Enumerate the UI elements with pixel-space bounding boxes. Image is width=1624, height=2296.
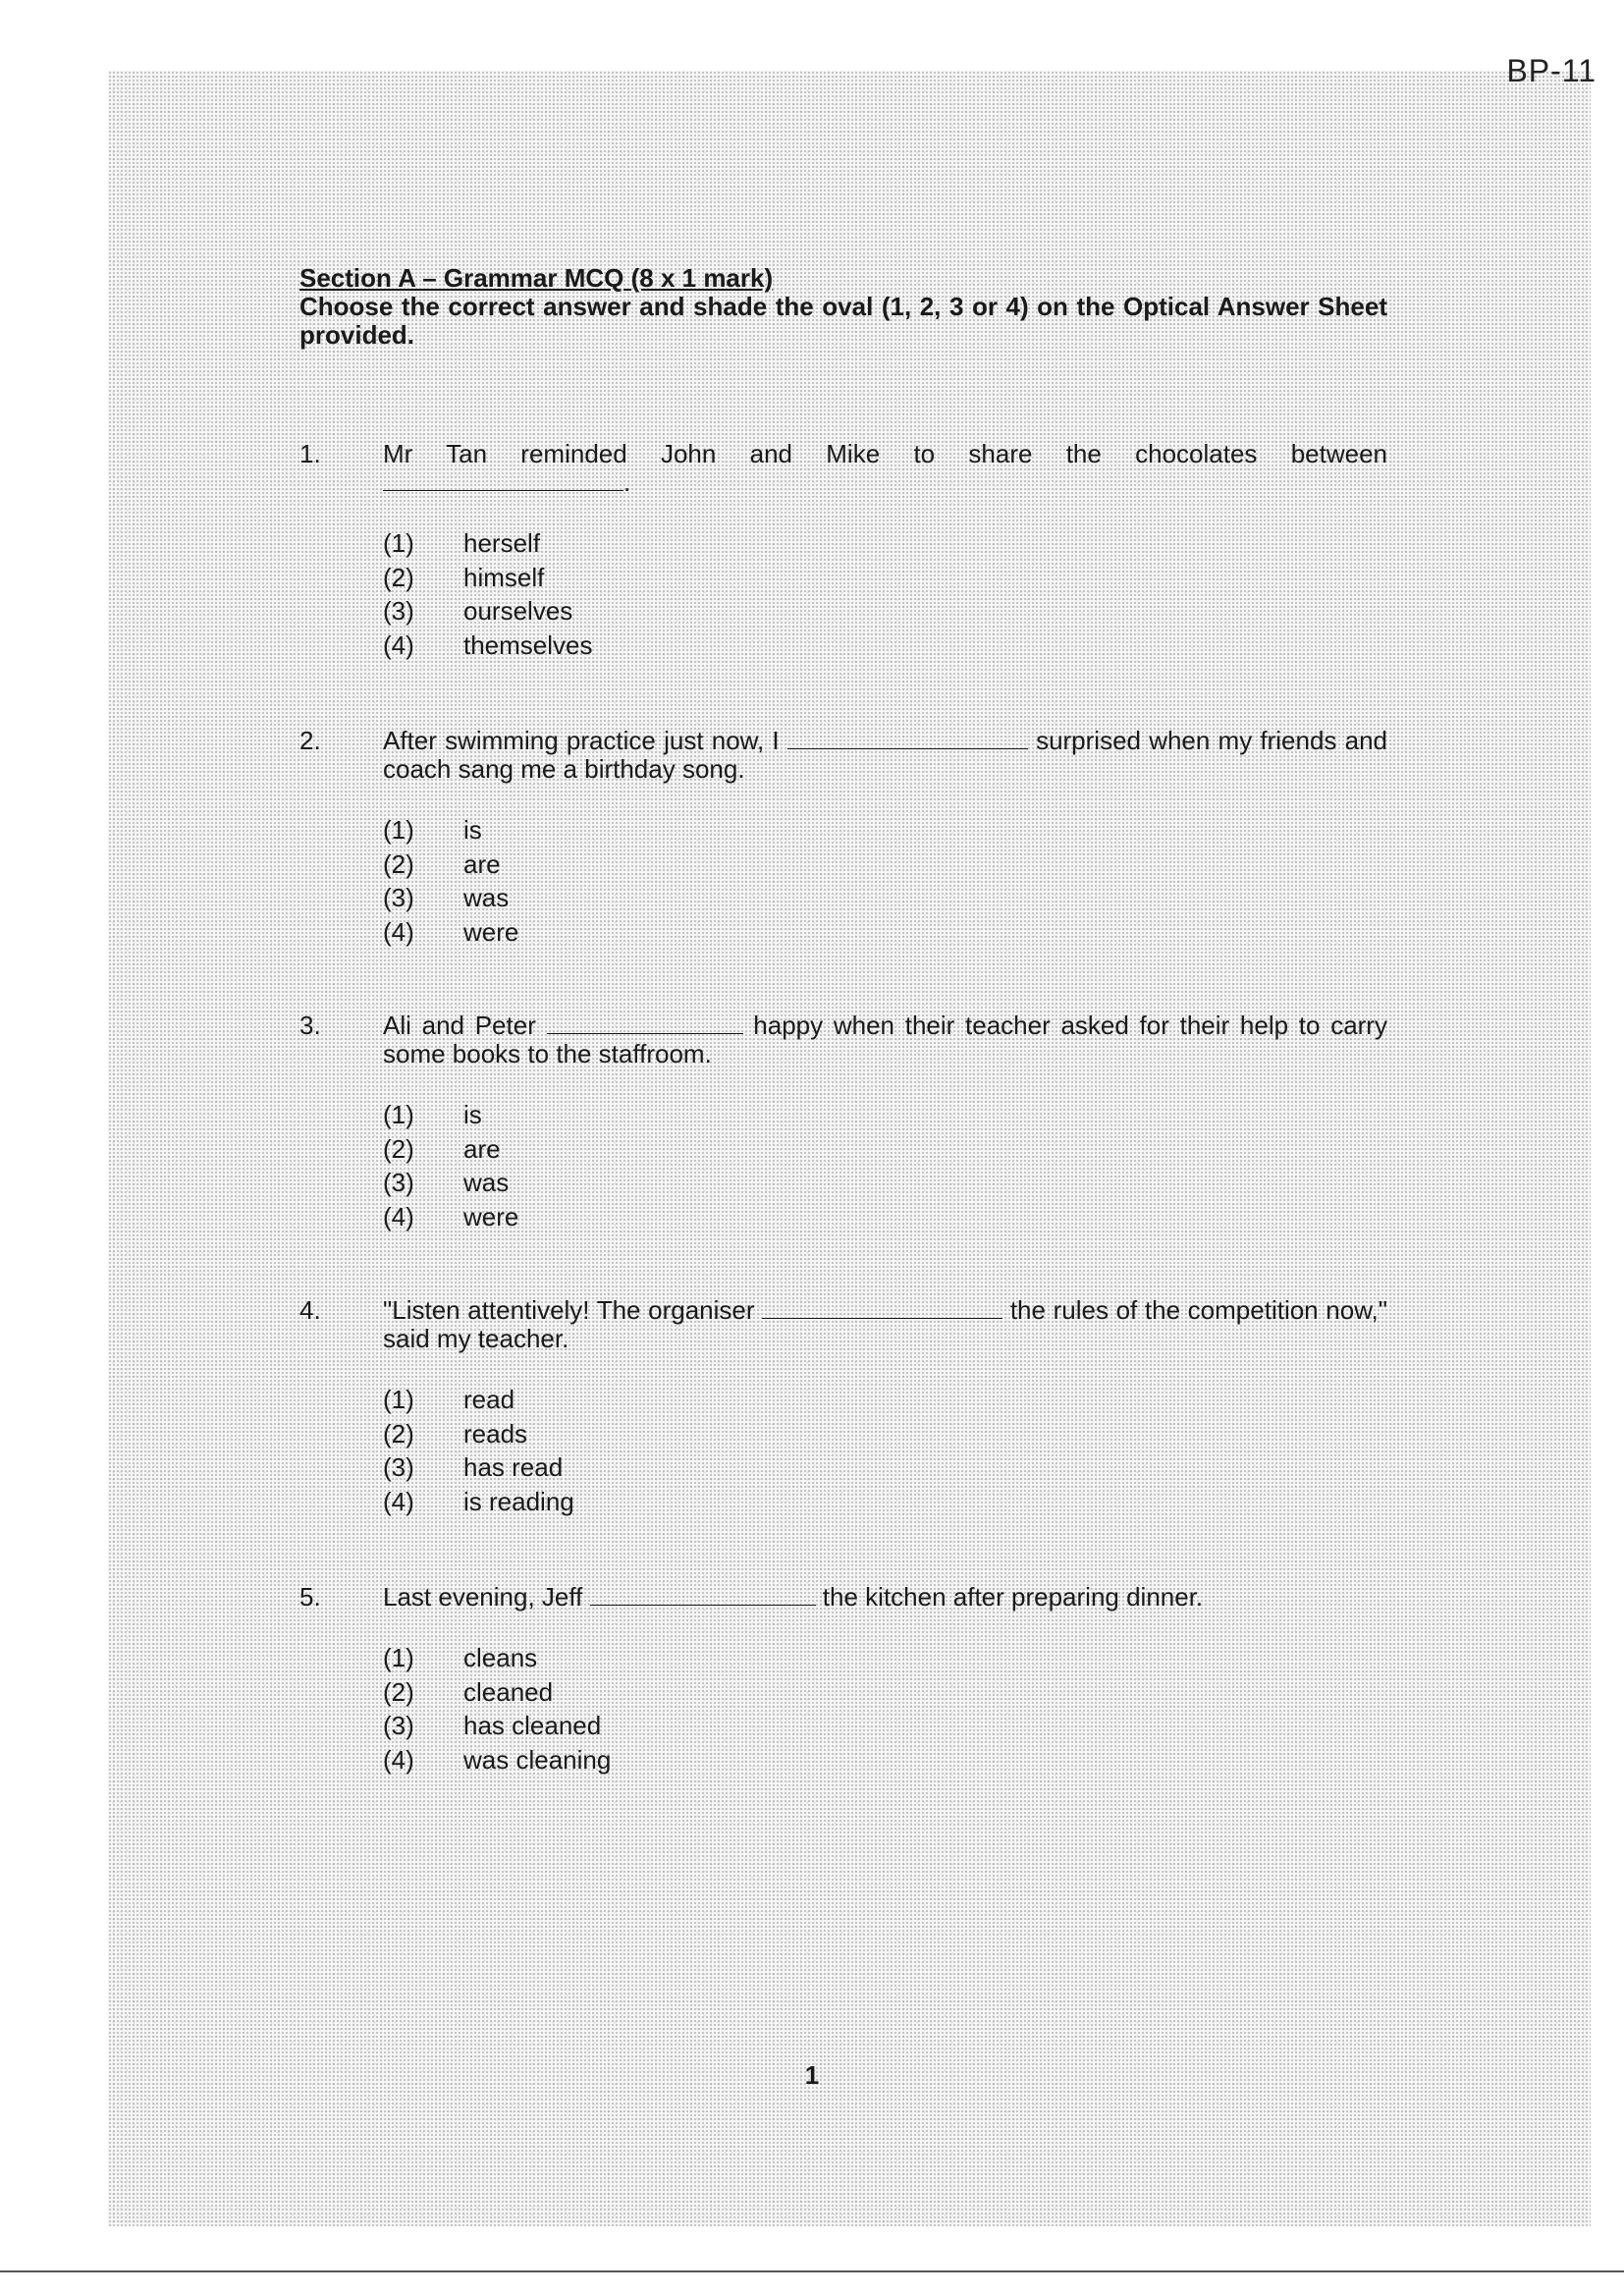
option-4 bbox=[383, 915, 1387, 950]
question-stem bbox=[383, 1011, 1387, 1068]
answer-blank bbox=[383, 468, 623, 491]
question-stem bbox=[383, 727, 1387, 784]
stem-before: After swimming practice just now, I bbox=[383, 726, 780, 755]
option-3 bbox=[383, 1709, 1387, 1743]
option-1 bbox=[383, 813, 1387, 847]
option-text: read bbox=[463, 1385, 515, 1414]
option-text: herself bbox=[463, 528, 541, 558]
options-list bbox=[383, 526, 1387, 662]
option-text: is bbox=[463, 1100, 482, 1129]
option-number: (2) bbox=[383, 848, 414, 879]
option-4 bbox=[383, 1485, 1387, 1519]
option-text: ourselves bbox=[463, 596, 573, 626]
question-1 bbox=[299, 440, 1387, 662]
page-number: 1 bbox=[804, 2060, 820, 2090]
question-number: 4. bbox=[299, 1295, 321, 1325]
option-4 bbox=[383, 1200, 1387, 1234]
option-number: (3) bbox=[383, 1711, 414, 1740]
option-number: (4) bbox=[383, 1201, 414, 1231]
option-3 bbox=[383, 881, 1387, 915]
stem-after: the rules of the competition now," said my teacher. bbox=[383, 1295, 1387, 1353]
option-text: himself bbox=[463, 562, 545, 592]
option-4 bbox=[383, 1743, 1387, 1777]
option-text: themselves bbox=[463, 629, 593, 660]
option-text: was cleaning bbox=[463, 1744, 612, 1775]
options-list bbox=[383, 1383, 1387, 1518]
stem-before: Ali and Peter bbox=[383, 1011, 536, 1040]
stem-after: . bbox=[623, 467, 631, 497]
option-number: (1) bbox=[383, 1643, 414, 1672]
option-text: cleaned bbox=[463, 1676, 554, 1707]
option-2 bbox=[383, 1132, 1387, 1167]
option-number: (3) bbox=[383, 1452, 414, 1482]
option-number: (2) bbox=[383, 1676, 414, 1707]
question-stem-cont bbox=[383, 468, 1387, 497]
option-text: cleans bbox=[463, 1643, 538, 1672]
section-instruction: Choose the correct answer and shade the oval (1, 2, 3 or 4) on the Optical Answer Sheet provided. bbox=[299, 292, 1387, 350]
option-1 bbox=[383, 526, 1387, 561]
option-number: (3) bbox=[383, 1168, 414, 1197]
option-2 bbox=[383, 561, 1387, 595]
option-3 bbox=[383, 1166, 1387, 1200]
option-2 bbox=[383, 1675, 1387, 1710]
question-stem bbox=[383, 440, 1387, 468]
question-4 bbox=[299, 1296, 1387, 1518]
question-number: 3. bbox=[299, 1011, 321, 1040]
question-number: 2. bbox=[299, 726, 321, 755]
option-number: (3) bbox=[383, 596, 414, 626]
option-text: was bbox=[463, 1168, 510, 1197]
answer-blank bbox=[590, 1583, 816, 1606]
options-list bbox=[383, 813, 1387, 949]
option-4 bbox=[383, 629, 1387, 663]
answer-blank bbox=[787, 727, 1028, 749]
option-number: (4) bbox=[383, 629, 414, 660]
option-text: has read bbox=[463, 1452, 564, 1482]
paper-code: BP-11 bbox=[1506, 53, 1597, 88]
option-number: (1) bbox=[383, 815, 414, 845]
answer-blank bbox=[547, 1011, 743, 1034]
stem-after: happy when their teacher asked for their help to carry some books to the staffroom. bbox=[383, 1011, 1387, 1068]
option-number: (1) bbox=[383, 1385, 414, 1414]
option-text: are bbox=[463, 1133, 501, 1164]
option-text: are bbox=[463, 848, 501, 879]
question-2 bbox=[299, 727, 1387, 949]
option-text: reads bbox=[463, 1418, 528, 1449]
question-5 bbox=[299, 1583, 1387, 1777]
option-text: is bbox=[463, 815, 482, 845]
option-number: (3) bbox=[383, 883, 414, 912]
option-number: (4) bbox=[383, 916, 414, 947]
option-2 bbox=[383, 847, 1387, 882]
section-title: Section A – Grammar MCQ (8 x 1 mark) bbox=[299, 263, 774, 293]
option-number: (4) bbox=[383, 1486, 414, 1516]
option-number: (1) bbox=[383, 528, 414, 558]
stem-before: Last evening, Jeff bbox=[383, 1582, 583, 1612]
option-number: (1) bbox=[383, 1100, 414, 1129]
option-3 bbox=[383, 1450, 1387, 1485]
option-number: (4) bbox=[383, 1744, 414, 1775]
option-1 bbox=[383, 1641, 1387, 1675]
options-list bbox=[383, 1098, 1387, 1233]
option-1 bbox=[383, 1383, 1387, 1417]
question-3 bbox=[299, 1011, 1387, 1233]
option-text: was bbox=[463, 883, 510, 912]
question-stem bbox=[383, 1296, 1387, 1353]
answer-blank bbox=[762, 1296, 1002, 1319]
option-text: were bbox=[463, 1201, 519, 1231]
stem-after: surprised when my friends and coach sang me a birthday song. bbox=[383, 726, 1387, 784]
options-list bbox=[383, 1641, 1387, 1777]
stem-before: "Listen attentively! The organiser bbox=[383, 1295, 755, 1325]
option-text: were bbox=[463, 916, 519, 947]
option-2 bbox=[383, 1417, 1387, 1451]
page-bottom-rule bbox=[0, 2270, 1624, 2272]
question-stem bbox=[383, 1583, 1387, 1612]
stem-after: the kitchen after preparing dinner. bbox=[822, 1582, 1204, 1612]
option-number: (2) bbox=[383, 1133, 414, 1164]
option-number: (2) bbox=[383, 562, 414, 592]
option-text: has cleaned bbox=[463, 1711, 602, 1740]
option-1 bbox=[383, 1098, 1387, 1132]
question-number: 1. bbox=[299, 439, 321, 468]
option-3 bbox=[383, 594, 1387, 629]
section-a bbox=[299, 263, 1387, 1775]
stem-before: Mr Tan reminded John and Mike to share the chocolates between bbox=[383, 439, 1387, 468]
option-number: (2) bbox=[383, 1418, 414, 1449]
question-number: 5. bbox=[299, 1582, 321, 1612]
option-text: is reading bbox=[463, 1486, 574, 1516]
